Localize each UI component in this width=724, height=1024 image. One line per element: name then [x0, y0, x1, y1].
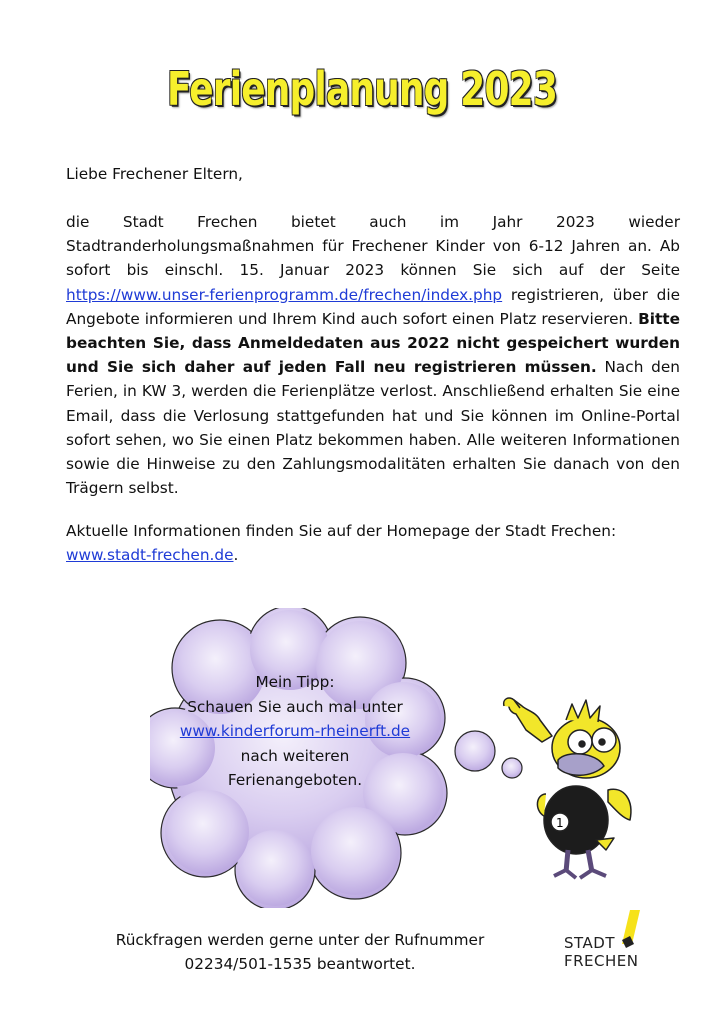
greeting: Liebe Frechener Eltern,	[66, 165, 243, 183]
main-paragraph	[66, 210, 680, 500]
thought-cloud	[150, 608, 540, 908]
footer-line-2: 02234/501-1535 beantwortet.	[184, 955, 416, 973]
cloud-line-1: Mein Tipp:	[255, 673, 335, 691]
info-paragraph	[66, 519, 680, 567]
cloud-text	[150, 670, 440, 793]
contact-footer	[60, 928, 540, 976]
bird-mascot-icon	[496, 690, 646, 890]
para1-text-1: die Stadt Frechen bietet auch im Jahr 2023 wieder Stadtranderholungsmaßnahmen für Frechener Kinder von 6-12 Jahren an. Ab sofort bis einschl. 15. Januar 2023 können Sie sich auf der Seite	[66, 213, 680, 280]
para2-text: Aktuelle Informationen finden Sie auf der Homepage der Stadt Frechen:	[66, 522, 617, 540]
page-title: Ferienplanung 2023	[166, 62, 558, 116]
homepage-link[interactable]: www.stadt-frechen.de	[66, 546, 234, 565]
svg-text:1: 1	[556, 816, 564, 830]
logo-text	[564, 934, 704, 970]
footer-line-1: Rückfragen werden gerne unter der Rufnummer	[115, 931, 485, 949]
registration-link[interactable]: https://www.unser-ferienprogramm.de/frechen/index.php	[66, 285, 503, 304]
cloud-line-4: Ferienangeboten.	[227, 771, 363, 789]
kinderforum-link[interactable]: www.kinderforum-rheinerft.de	[179, 722, 411, 740]
para1-text-3: Nach den Ferien, in KW 3, werden die Ferienplätze verlost. Anschließend erhalten Sie eine Email, dass die Verlosung stattgefunden hat und Sie können im Online-Portal sofort sehen, wo Sie einen Platz bekommen haben. Alle weiteren Informationen sowie die Hinweise zu den Zahlungsmodalitäten erhalten Sie danach von den Trägern selbst.	[66, 358, 681, 498]
stadt-frechen-logo	[564, 910, 704, 970]
logo-right: FRECHEN	[564, 952, 639, 970]
important-notice: Bitte beachten Sie, dass Anmeldedaten aus 2022 nicht gespeichert wurden und Sie sich daher auf jeden Fall neu registrieren müssen.	[66, 309, 680, 377]
logo-left: STADT	[564, 934, 615, 952]
cloud-line-2: Schauen Sie auch mal unter	[187, 697, 403, 716]
para2-period: .	[233, 546, 239, 565]
cloud-line-3: nach weiteren	[240, 746, 350, 765]
para1-text-2: registrieren, über die Angebote informieren und Ihrem Kind auch sofort einen Platz reservieren.	[66, 285, 680, 328]
